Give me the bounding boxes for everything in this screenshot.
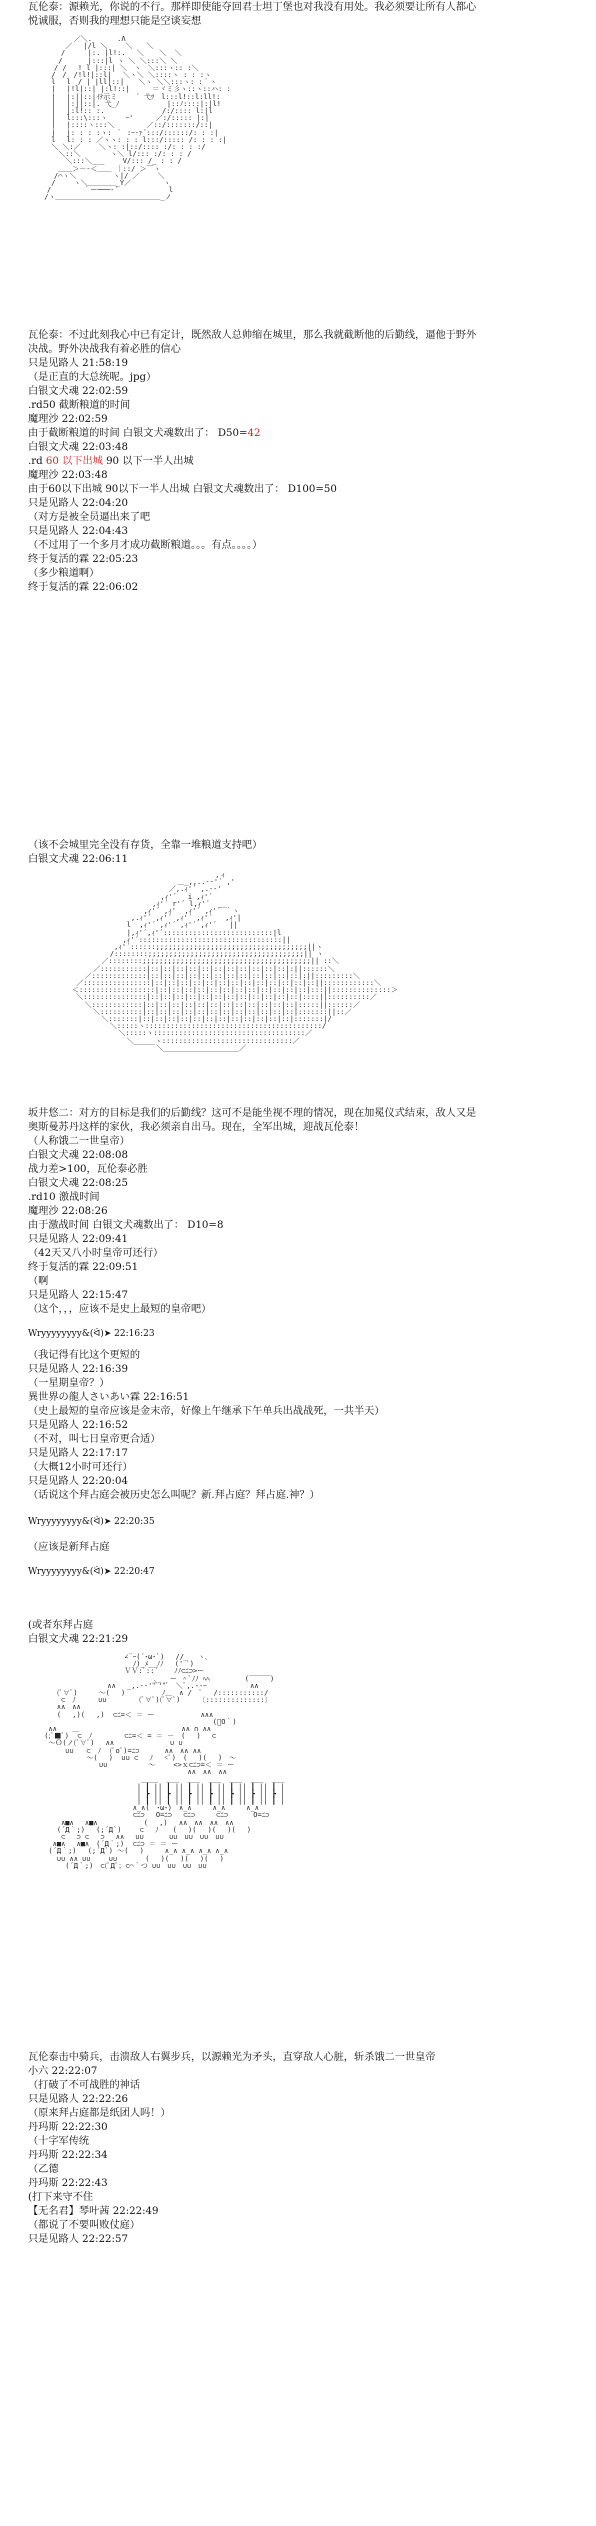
chat-line: 只是见路人 21:58:19 <box>28 358 128 369</box>
chat-line: 只是见路人 22:04:20 <box>28 498 128 509</box>
chat-line: （史上最短的皇帝应该是金末帝，好像上午继承下午单兵出战战死，一共半天） <box>28 1406 385 1417</box>
intro-line-2: 悦诚服，否则我的理想只能是空谈妄想 <box>28 16 202 27</box>
ascii-art-standing-figure: ,ィ ＿_,,..--'´ ,' ／,.ｨ'´ ,.-‐' ,ｨ'´ i ,ｨ'´ ,ｨ'´ r'´ l,ｨ'´ __ ,ｨ'´ ,ｨ' ,ｨ'´ ,ｨ'´ ｀ヽ ,.ｨ'´ ,ｨ'´ ,ｨ'´ ,ｨ'´ ,ｨ'| l ,ｨ'´ ,ｨ'´ ,ｨ'´ ,ｨ'´ || |,ｨ'´,ｨ'´::::::::::::::::::::::::::|l ,ｨ'´::::::::::::::::::::::::::::::::::|| ,ｨ'´::::::;;;;;;;;;;;;;;;;;;;;;;;;;;;;;;;;;;;;||ヽ /::::::::;;;;;;;;;;;;;;;;;;;;;;;;;;;;;;;;;;;;;|| ヽ ／::::::::;;;;;;;;;;;;;;;;;;;;;;;;;;;;;;;;;;;;;;;;|| ::＼ ／:::::::::::|::|::|::|::|::|::|::|::|::|::|::|:||::::::＼ ／:::::::::::::|::|::|::|::|::|::|::|::|::|::|::|::|:||:::::::::＼ ／::::::::::::::::|::|::|::|::|::|::|::|::|::|::|::|::|::||::::::::::::＼ ＜::::::::::::::::::|::|::|::|::|::|::|::|::|::|::|::|::|:::||::::::::::::::＞ ＼:::::::::::::::|::|::|::|::|::|::|::|::|::|::|::|::|::::||::::::::::／ ＼::::::::::::|::|::|::|::|::|::|::|::|::|::|::|::|:::::||::::::／ ＼::::::::::|::|::|::|::|::|::|::|::|::|::|::|::|:::::::||::／ ＼:::::::|::|::|::|::|::|::|::|::|::|::|::|::|:::::::|/ ＼:::::ヽ::::::::::::::::::::::::::::::::::::::::::/ ＼:::::ヽ::::::::::::::::::::::::::::::::::::／ ＼_____ヽ:::::::::::::::::::::::::::::::／ ＼__________________／ <box>72 871 398 1052</box>
chat-line: (打下来守不住 <box>28 2192 94 2203</box>
chat-line: 只是见路人 22:04:43 <box>28 526 128 537</box>
chat-line: 丹玛斯 22:22:30 <box>28 2122 108 2133</box>
chat-line: （我记得有比这个更短的 <box>28 1350 141 1361</box>
chat-line: 只是见路人 22:16:52 <box>28 1420 128 1431</box>
chat-line: 只是见路人 22:17:17 <box>28 1448 128 1459</box>
chat-line: 白银文犬魂 22:08:25 <box>28 1178 128 1189</box>
chat-line: （不对，叫七日皇帝更合适） <box>28 1434 161 1445</box>
chat-line: （对方是被全员逼出来了吧 <box>28 512 151 523</box>
chat-line: 白银文犬魂 22:06:11 <box>28 854 128 865</box>
chat-line: （人称饿二一世皇帝） <box>28 1136 130 1147</box>
chat-user-wry: Wryyyyyyyy&(ᐛ)➤ 22:16:23 <box>28 1329 155 1339</box>
chat-line: 丹玛斯 22:22:43 <box>28 2178 108 2189</box>
chat-line: （该不会城里完全没有存货，全靠一堆粮道支持吧） <box>28 840 263 851</box>
chat-line: 只是见路人 22:22:57 <box>28 2234 128 2245</box>
chat-line: 终于复活的霖 22:09:51 <box>28 1262 139 1273</box>
chat-user-wry: Wryyyyyyyy&(ᐛ)➤ 22:20:47 <box>28 1567 155 1577</box>
para2-line-1: 瓦伦泰：不过此刻我心中已有定计，既然敌人总帅缩在城里，那么我就截断他的后勤线，逼他于野外 <box>28 330 477 341</box>
chat-line: 丹玛斯 22:22:34 <box>28 2150 108 2161</box>
chat-line: 由于60以下出城 90以下一半人出城 白银文犬魂数出了： D100=50 <box>28 484 337 495</box>
chat-line: （大概12小时可还行） <box>28 1462 133 1473</box>
chat-line: （42天又八小时皇帝可还行） <box>28 1248 164 1259</box>
chat-line: （十字军传统 <box>28 2136 90 2147</box>
roll-command-prefix: .rd <box>28 456 46 467</box>
chat-line: .rd50 截断粮道的时间 <box>28 400 131 411</box>
chat-line: 终于复活的霖 22:05:23 <box>28 554 139 565</box>
chat-line: （都说了不要叫败仗庭） <box>28 2220 141 2231</box>
chat-line: （一星期皇帝？） <box>28 1378 110 1389</box>
chat-line: （原来拜占庭都是纸团人吗！） <box>28 2108 171 2119</box>
para2-line-2: 决战。野外决战我有着必胜的信心 <box>28 344 181 355</box>
chat-line: 只是见路人 22:09:41 <box>28 1234 128 1245</box>
chat-line: （啊 <box>28 1276 49 1287</box>
dice-result-value: 42 <box>247 428 261 439</box>
chat-line: （乙德 <box>28 2164 59 2175</box>
para4: 瓦伦泰击中骑兵，击溃敌人右翼步兵，以源赖光为矛头，直穿敌人心脏，斩杀饿二一世皇帝 <box>28 2052 436 2063</box>
chat-line: (或者东拜占庭 <box>28 1620 94 1631</box>
chat-line: （不过用了一个多月才成功截断粮道。。。有点。。。。） <box>28 540 263 551</box>
chat-line: （是正直的大总统呢。jpg） <box>28 372 157 383</box>
chat-line: 终于复活的霖 22:06:02 <box>28 582 139 593</box>
roll-command-line <box>28 456 194 468</box>
chat-line: （应该是新拜占庭 <box>28 1542 110 1553</box>
dice-result-line <box>28 428 261 440</box>
chat-line: 白银文犬魂 22:03:48 <box>28 442 128 453</box>
para3-line-1: 坂井悠二：对方的目标是我们的后勤线？这可不是能坐视不理的情况，现在加冕仪式结束，敌人又是 <box>28 1108 477 1119</box>
intro-line-1: 瓦伦泰：源赖光，你说的不行。那样即使能夺回君士坦丁堡也对我没有用处。我必须要让所有人都心 <box>28 2 477 13</box>
ascii-art-portrait: ／＼. .Λ ／ |/l ＼ ＼ ＼ / |:. |l!:. ＼ ＼ ＼ / |:::|l ヽ ＼ ＼:::＼ ＼ / / ! l |:::| ＼ ヽ ＼:::ヽ:: :＼ / / /!l!|::l| ＼ヽ＼ ＼::::ヽ : : :ヽ l l / | |ll|::| ＼ヽ ＼＼:::ヽ: :｀ヽ | |!l|::| |:l!::| ＝ヾミ彡ヽ::ヽ::ハ: : | |:||::|ｲﾃ示ミ ´ 弋ﾂ l:::l!::l:ll!: | |:||::|. 弋_ﾉ |::ﾉ::::|:|l! | |:l!:: :. /:/:::: l:|l | l:::\:::ヽ ｰ' ／:/::::: |:| | |::::ヽ:::＼ ／::/:::::::/::| | |: : : :ヽ: ｀ :ｰ‐ｧ´:::/::::::/: : :| l l: : : ／ヽヽ: : : l:::/::::: /: : : :| ＼ ＼:／ ＼ヽ: :|::/:::: :/: : : :/ ＼::＼ ヽ＼ l/::: :/: : : / ＼:::＼___ V/::: /_ : : / ＿＿＞－‐＜＿＿ ｜::/ ＞￣ヽ /⌒ヽ＼ ヽ|/ ／ ＼ / ヽ＼＿＿＿＿_Y／ ヽ / ｀ー───‐´ l /ヽ＿＿＿＿＿＿＿＿＿＿＿＿＿＿＿_ノ <box>44 35 231 202</box>
roll-command-highlight: 60 以下出城 <box>45 456 103 467</box>
roll-command-suffix: 90 以下一半人出城 <box>102 456 194 467</box>
chat-line: （话说这个拜占庭会被历史怎么叫呢？新.拜占庭？拜占庭.神？） <box>28 1490 320 1501</box>
chat-line: （打破了不可战胜的神话 <box>28 2080 141 2091</box>
chat-line: 魔理沙 22:03:48 <box>28 470 108 481</box>
chat-line: 战力差>100，瓦伦泰必胜 <box>28 1164 148 1175</box>
chat-line: 白银文犬魂 22:02:59 <box>28 386 128 397</box>
chat-line: 白银文犬魂 22:08:08 <box>28 1150 128 1161</box>
chat-line: 由于激战时间 白银文犬魂数出了： D10=8 <box>28 1220 224 1231</box>
chat-line: 【无名君】琴叶茜 22:22:49 <box>28 2206 159 2217</box>
ascii-art-battle-scene: ∠¨ｰ(´･ω･`) // ヽ､ ﾉ)_ﾒ__ﾉﾉ ('¨ﾞ) ＶＶ:ﾞ::´ ﾉﾉ⊂ﾆ⊃>ー ､_ ー ＾ﾟﾉﾉ ﾍﾍ (￣￣￣) ∧∧ _,.-‐'"ﾞ'"ﾞ ＼ﾞ,.-‐ｰ ∧∧ (ﾟ∀ﾟ) 〜( ) ﾉ＿ ∧ / ﾟ /:::::::::::/ ⊂ ﾉ ∪∪ (ﾟ∀ﾟ)(ﾟ∀ﾟ) 〔::::::::::::::〕 ∧∧ ∧∧ ( ,)( ,) ⊂ﾆ=＜ ＝ ー ∧∧∧ (ﾟO｀) ∧∧ ＿ ∧∧ ∩ ∧∧ (;ﾟ■ﾟ) ⊂ ﾉ ⊂ﾆ=＜ = ＝ － ( ) ⊂ 〜Ｏ(ノ(ﾟ∀ﾟ) ∧∧ ∪ ∪ ∪∪ ⊂ ﾉ (ﾟoﾟ)=ﾆ⊃ ∧∧ ∧∧ ∧∧ 〜( ) ∪∪ ⊂ ﾉ <ﾟ) ( )( ) 〜 ∪∪ 〜 <>ｘ⊂ﾆ⊃=＜ ＝ ー ∧∧ ∧∧ ∧∧ ____ ___ ___ ___ ___ ___ ___ | ┃ || ┃ || ┃ || ┃ || ┃ || ┃ || ┃ | | ┣ || ┣ || ┣ || ┣ || ┣ || ┣ || ┣ | | ┃ || ┃ || ┃ || ┃ || ┃ || ┃ || ┃ | ∧_∧( ･ω･) ∧_∧ ∧_∧ ∧_∧ ⊂ﾆ⊃ O=ﾆ⊃ ⊂ﾆ⊃ ⊂ﾆ⊃ O=ﾆ⊃ ∧■∧ ∧■∧ ( ,) ∧∧ ∧∧ ∧∧ ∧∧ (´Д｀;) (;´Д`) ⊂ ﾉ ( )( )( )( ) ⊂ ⊃ ⊂ ⊃ ∧∧ ∪∪ ∪∪ ∪∪ ∪∪ ∪∪ ∧■∧ ∧■∧ (´Д｀;) ⊂ﾆ⊃ ＝ ＝ ー (´Д｀;) (;´Д`) 〜( ) ∧_∧ ∧_∧ ∧_∧ ∧_∧ ∪∪ ∧∧ ∪∪ ∪∪ ( )( )( )( ) (´Д｀;) ⊂(ﾟДﾟ；⊂⌒｀つ ∪∪ ∪∪ ∪∪ ∪∪ <box>44 1653 285 1870</box>
chat-line: 只是见路人 22:22:26 <box>28 2094 128 2105</box>
chat-line: （多少粮道啊） <box>28 568 100 579</box>
chat-line: 魔理沙 22:08:26 <box>28 1206 108 1217</box>
chat-line: （这个，，，应该不是史上最短的皇帝吧） <box>28 1304 212 1315</box>
para3-line-2: 奥斯曼苏丹这样的家伙，我必须亲自出马。现在，全军出城，迎战瓦伦泰！ <box>28 1122 365 1133</box>
chat-line: .rd10 激战时间 <box>28 1192 100 1203</box>
chat-line: 只是见路人 22:20:04 <box>28 1476 128 1487</box>
chat-line: 白银文犬魂 22:21:29 <box>28 1634 128 1645</box>
chat-line: 異世界の龍人さいあい霖 22:16:51 <box>28 1392 190 1403</box>
dice-result-prefix: 由于截断粮道的时间 白银文犬魂数出了： D50= <box>28 428 248 439</box>
chat-line: 只是见路人 22:15:47 <box>28 1290 128 1301</box>
chat-line: 只是见路人 22:16:39 <box>28 1364 128 1375</box>
chat-line: 魔理沙 22:02:59 <box>28 414 108 425</box>
chat-user-wry: Wryyyyyyyy&(ᐛ)➤ 22:20:35 <box>28 1517 155 1527</box>
chat-line: 小六 22:22:07 <box>28 2066 98 2077</box>
